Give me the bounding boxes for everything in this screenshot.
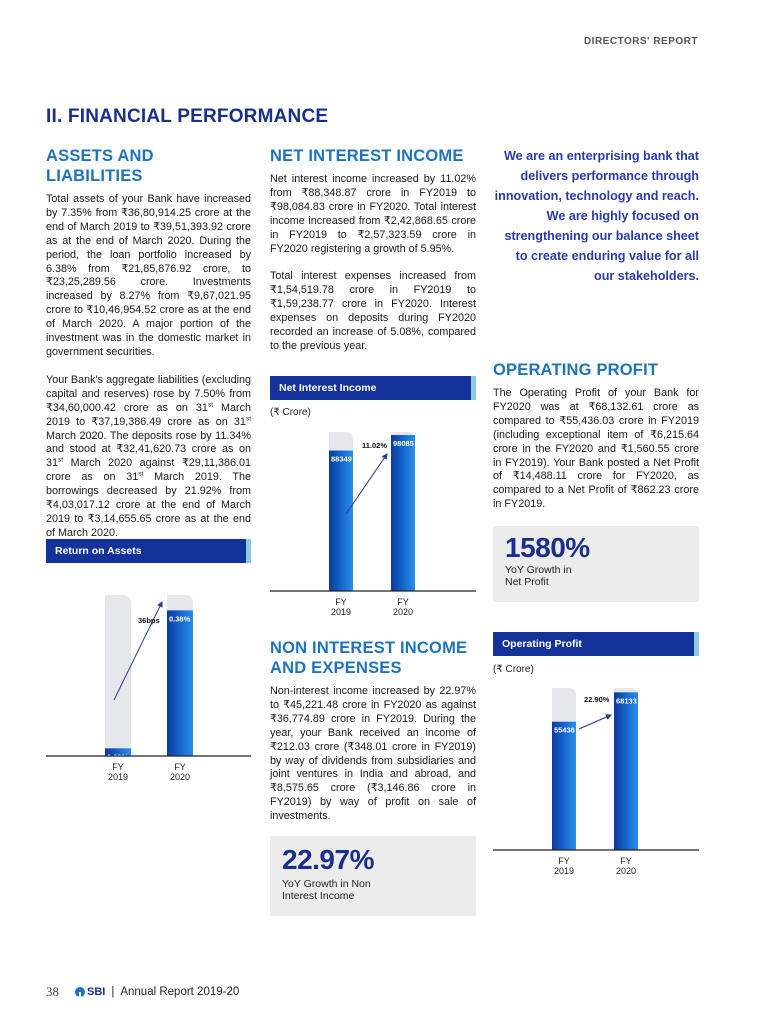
op-value-label-1: 68133 (616, 696, 637, 706)
page-footer (46, 984, 239, 1000)
roa-bar-bg-0 (105, 595, 131, 756)
nii-bar-0 (329, 451, 353, 591)
nii-chart (270, 424, 476, 620)
report-title: Annual Report 2019-20 (120, 986, 240, 998)
nii-unit-label: (₹ Crore) (270, 407, 311, 418)
op-svg (493, 682, 699, 878)
net-profit-growth-value: 1580% (505, 532, 590, 563)
roa-category-label-1: FY 2020 (169, 762, 191, 782)
page-number: 38 (46, 984, 59, 999)
roa-value-label-0: 0.02% (107, 752, 129, 762)
pull-quote: We are an enterprising bank that delivers performance through innovation, technology and reach. We are highly focused on strengthening our balance sheet to create enduring value for all our stakeholders. (494, 149, 699, 283)
nii-category-label-1: FY 2020 (392, 597, 414, 617)
assets-liabilities-heading: ASSETS AND LIABILITIES (46, 147, 154, 185)
non-interest-income-section (270, 638, 476, 824)
op-chart (493, 682, 699, 878)
nii-paragraph-1: Net interest income increased by 11.02% from ₹88,348.87 crore in FY2019 to ₹98,084.83 crore in FY2020. Total interest income increased from ₹2,42,868.65 crore in FY2019 to ₹2,57,323.59 crore in FY2020 registering a growth of 5.95%. (270, 173, 476, 255)
nii-bar-1 (391, 435, 415, 591)
nii-value-label-0: 88349 (331, 454, 352, 464)
footer-separator: | (111, 986, 115, 998)
non-interest-stat-box (270, 836, 476, 916)
net-profit-stat-box (493, 526, 699, 602)
roa-growth-label: 36bps (138, 616, 160, 625)
running-header: DIRECTORS' REPORT (583, 36, 698, 47)
section-title: II. FINANCIAL PERFORMANCE (46, 106, 329, 127)
operating-profit-paragraph: The Operating Profit of your Bank for FY2020 was at ₹68,132.61 crore as compared to ₹55,436.03 crore in FY2019 (including exceptional item of ₹6,215.64 crore in the FY2020 and ₹1,560.55 crore in FY2019). Your Bank posted a Net Profit of ₹14,488.11 crore for FY2020, as compared to a Net Profit of ₹862.23 crore in FY2019. (493, 387, 699, 511)
roa-chart (46, 590, 251, 786)
op-bar-0 (552, 722, 576, 850)
non-interest-growth-value: 22.97% (282, 844, 374, 875)
op-category-label-0: FY 2019 (553, 856, 575, 876)
operating-profit-section (493, 360, 699, 512)
net-profit-growth-label: YoY Growth in Net Profit (505, 564, 572, 588)
assets-paragraph: Total assets of your Bank have increased by 7.35% from ₹36,80,914.25 crore at the end of March 2019 to ₹39,51,393.92 crore as at the end of March 2020. During the period, the loan portfolio increased by 6.38% from ₹21,85,876.92 crore, to ₹23,25,289.56 crore. Investments increased by 8.27% from ₹9,67,021.95 crore to ₹10,46,954.52 crore as at the end of March 2020. A major portion of the investment was in the domestic market in government securities. (46, 193, 251, 358)
nii-growth-label: 11.02% (362, 441, 388, 450)
nii-paragraph-2: Total interest expenses increased from ₹1,54,519.78 crore in FY2019 to ₹1,59,238.77 crore in FY2020. Interest expenses on deposits during FY2020 recorded an increase of 5.08%, compared to the previous year. (270, 270, 476, 352)
op-growth-arrow (579, 715, 611, 729)
nii-svg (270, 424, 476, 620)
sbi-logo: SBI (75, 986, 105, 998)
non-interest-growth-label: YoY Growth in Non Interest Income (282, 878, 371, 902)
roa-category-label-0: FY 2019 (107, 762, 129, 782)
net-interest-income-heading: NET INTEREST INCOME (270, 147, 464, 165)
non-interest-income-paragraph: Non-interest income increased by 22.97% to ₹45,221.48 crore in FY2020 as against ₹36,774.89 crore in FY2019. During the year, your Bank received an income of ₹212.03 crore (₹348.01 crore in FY2019) by way of dividends from subsidiaries and joint ventures in India and abroad, and ₹8,575.65 crore (₹3,146.86 crore in FY2019) by way of profit on sale of investments. (270, 685, 476, 823)
nii-value-label-1: 98085 (393, 439, 414, 449)
net-interest-income-section (270, 146, 476, 354)
roa-bar-1 (167, 610, 193, 756)
op-chart-header: Operating Profit (493, 632, 694, 656)
assets-liabilities-section (46, 146, 251, 541)
roa-value-label-1: 0.38% (169, 614, 191, 624)
sbi-logo-icon (75, 987, 85, 997)
liabilities-paragraph: Your Bank's aggregate liabilities (excluding capital and reserves) rose by 7.50% from ₹34,60,000.42 crore as on 31st March 2019 to ₹37,19,386.49 crore as on 31st March 2020. The deposits rose by 11.34% and stood at ₹32,41,620.73 crore as on 31st March 2020 against ₹29,11,386.01 crore as on 31st March 2019. The borrowings decreased by 21.92% from ₹4,03,017.12 crore at the end of March 2019 to ₹3,14,655.65 crore as at the end of March 2020. (46, 373, 251, 539)
roa-svg (46, 590, 251, 786)
op-bar-1 (614, 692, 638, 850)
roa-chart-header: Return on Assets (46, 539, 246, 563)
op-category-label-1: FY 2020 (615, 856, 637, 876)
op-growth-label: 22.90% (584, 695, 610, 704)
nii-chart-header: Net Interest Income (270, 376, 471, 400)
operating-profit-heading: OPERATING PROFIT (493, 361, 659, 379)
non-interest-income-heading: NON INTEREST INCOME AND EXPENSES (270, 639, 468, 677)
op-unit-label: (₹ Crore) (493, 664, 534, 675)
nii-category-label-0: FY 2019 (330, 597, 352, 617)
op-value-label-0: 55436 (554, 725, 575, 735)
